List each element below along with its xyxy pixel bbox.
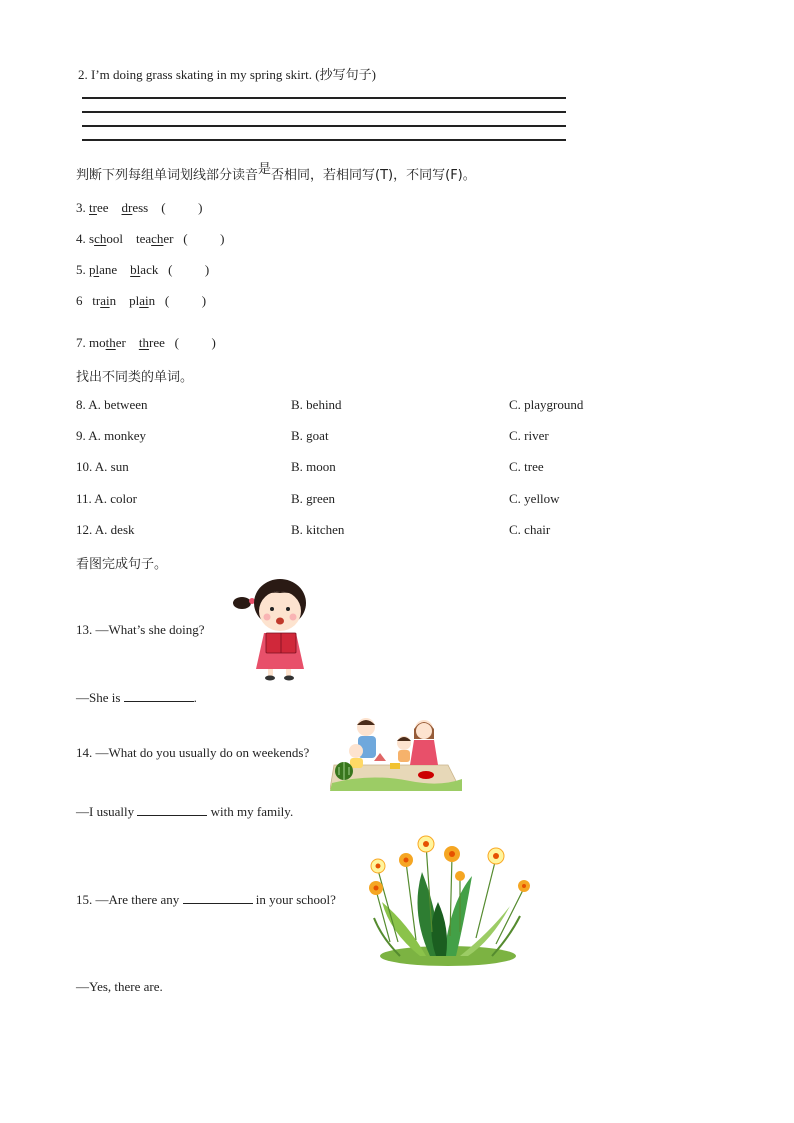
answer-paren[interactable]: ( ) (161, 200, 203, 215)
odd-row-9-a[interactable]: 9. A. monkey (76, 428, 147, 443)
odd-row-12-a[interactable]: 12. A. desk (76, 522, 135, 537)
q14-blank[interactable] (137, 803, 207, 816)
family-picnic-illustration (330, 713, 464, 791)
odd-row-8-a[interactable]: 8. A. between (76, 397, 148, 412)
odd-row-8-c[interactable]: C. playground (509, 397, 584, 412)
copy-line-4[interactable] (82, 139, 566, 141)
odd-row-11-c[interactable]: C. yellow (509, 491, 560, 506)
answer-paren[interactable]: ( ) (164, 293, 207, 308)
odd-row-8-b[interactable]: B. behind (291, 397, 342, 412)
q2-prompt: 2. I’m doing grass skating in my spring skirt. (抄写句子) (78, 67, 376, 82)
q14-question: 14. —What do you usually do on weekends? (76, 745, 310, 760)
q14-answer: —I usually with my family. (76, 804, 294, 819)
copy-line-1[interactable] (82, 97, 566, 99)
phonics-instruction: 判断下列每组单词划线部分读音是否相同，若相同写(T)，不同写(F)。 (76, 162, 476, 183)
answer-paren[interactable]: ( ) (168, 262, 210, 277)
q15-question: 15. —Are there any in your school? (76, 892, 336, 907)
phonics-item-5: 5. plane black ( ) (76, 262, 210, 277)
phonics-item-4: 4. school teacher ( ) (76, 231, 225, 246)
copy-line-2[interactable] (82, 111, 566, 113)
odd-row-12-c[interactable]: C. chair (509, 522, 551, 537)
phonics-item-7: 7. mother three ( ) (76, 335, 216, 350)
odd-row-10-b[interactable]: B. moon (291, 459, 336, 474)
odd-row-11-b[interactable]: B. green (291, 491, 336, 506)
girl-reading-illustration (230, 577, 314, 681)
picture-instruction: 看图完成句子。 (76, 557, 168, 572)
flowers-illustration (360, 832, 536, 966)
odd-row-9-b[interactable]: B. goat (291, 428, 329, 443)
odd-row-10-c[interactable]: C. tree (509, 459, 544, 474)
q13-question: 13. —What’s she doing? (76, 622, 205, 637)
phonics-item-6: 6 train plain ( ) (76, 293, 207, 308)
odd-instruction: 找出不同类的单词。 (76, 370, 194, 385)
odd-row-12-b[interactable]: B. kitchen (291, 522, 345, 537)
odd-row-10-a[interactable]: 10. A. sun (76, 459, 129, 474)
phonics-item-3: 3. tree dress ( ) (76, 200, 203, 215)
q15-blank[interactable] (183, 891, 253, 904)
answer-paren[interactable]: ( ) (174, 335, 216, 350)
q13-blank[interactable] (124, 689, 194, 702)
odd-row-9-c[interactable]: C. river (509, 428, 549, 443)
q13-answer: —She is . (76, 690, 197, 705)
answer-paren[interactable]: ( ) (183, 231, 225, 246)
odd-row-11-a[interactable]: 11. A. color (76, 491, 137, 506)
q15-answer: —Yes, there are. (76, 979, 163, 994)
copy-line-3[interactable] (82, 125, 566, 127)
